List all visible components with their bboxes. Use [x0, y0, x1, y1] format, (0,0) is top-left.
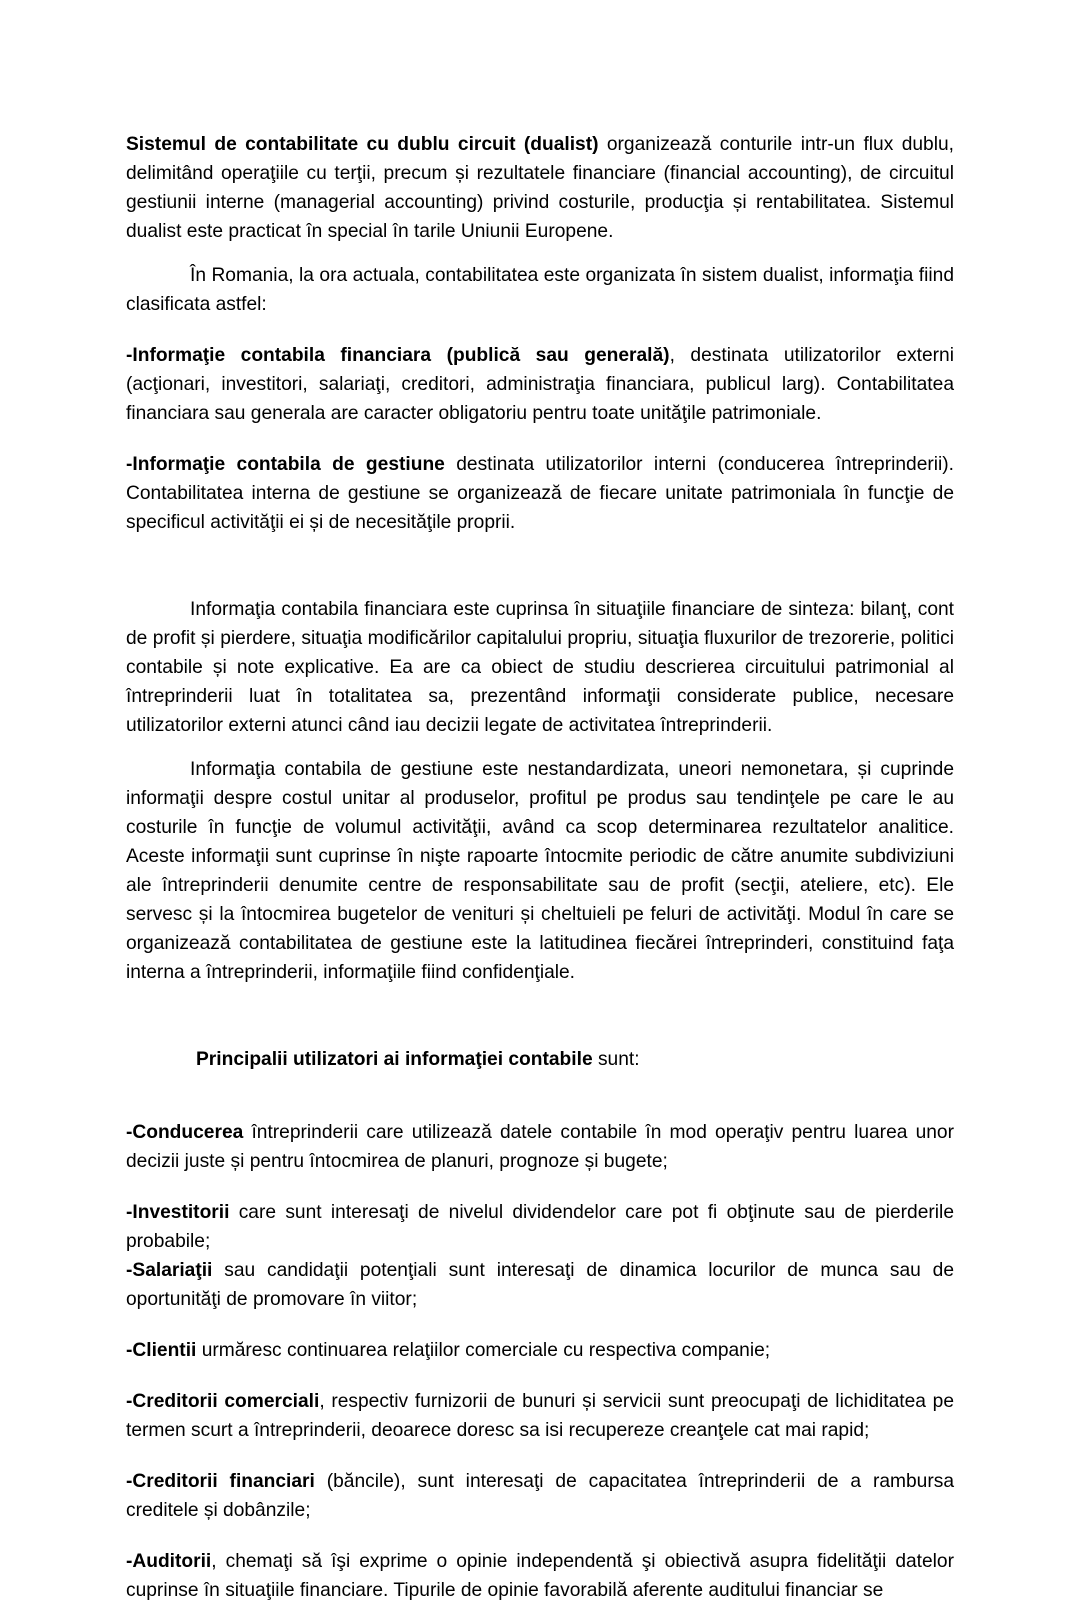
list-item-text: întreprinderii care utilizează datele contabile în mod operaţiv pentru luarea unor decizii juste și pentru întocmirea de planuri, prognoze și bugete; — [126, 1122, 954, 1172]
list-item-investitorii — [126, 1198, 954, 1256]
paragraph-text: organizează conturile intr-un flux dublu, delimitând operaţiile cu terţii, precum și rezultatele financiare (financial accounting), de circuitul gestiunii interne (managerial accounting) privind costurile, producţia și rentabilitatea. Sistemul dualist este practicat în special în tarile Uniunii Europene. — [126, 134, 954, 242]
spacer — [126, 740, 954, 755]
list-item-auditorii — [126, 1547, 954, 1605]
list-item-text: , respectiv furnizorii de bunuri și servicii sunt preocupaţi de lichiditatea pe termen scurt a întreprinderii, deoarece doresc sa isi recupereze creanţele cat mai rapid; — [126, 1391, 955, 1441]
list-item-lead-bold: -Creditorii comerciali — [126, 1391, 320, 1412]
spacer — [126, 1176, 954, 1198]
spacer — [126, 1445, 954, 1467]
paragraph-gestiune-detaliu: Informaţia contabila de gestiune este nestandardizata, uneori nemonetara, și cuprinde informaţii despre costul unitar al produselor, profitul pe produs sau tendinţele pe care le au costurile în funcţie de volumul activităţii, având ca scop determinarea rezultatelor analitice. Aceste informaţii sunt cuprinse în nişte rapoarte întocmite periodic de către anumite subdiviziuni ale întreprinderii denumite centre de responsabilitate sau de profit (secţii, ateliere, etc). Ele servesc și la întocmirea bugetelor de venituri și cheltuieli pe feluri de activităţi. Modul în care se organizează contabilitatea de gestiune este la latitudinea fiecărei întreprinderi, constituind faţa interna a întreprinderii, informaţiile fiind confidenţiale. — [126, 759, 954, 983]
list-item-text: sau candidaţii potenţiali sunt interesaţi de dinamica locurilor de munca sau de oportunităţi de promovare în viitor; — [126, 1260, 954, 1310]
heading-rest-text: sunt: — [592, 1049, 640, 1070]
spacer — [126, 1314, 954, 1336]
list-item-text: care sunt interesaţi de nivelul dividendelor care pot fi obţinute sau de pierderile probabile; — [126, 1202, 954, 1252]
list-item-lead-bold: -Conducerea — [126, 1122, 244, 1143]
spacer — [126, 537, 954, 595]
paragraph-informatie-financiara — [126, 341, 954, 428]
list-item-text: urmăresc continuarea relaţiilor comerciale cu respectiva companie; — [196, 1340, 771, 1361]
paragraph-text: destinata utilizatorilor interni (conducerea întreprinderii). Contabilitatea interna de gestiune se organizează de fiecare unitate patrimoniala în funcţie de specificul activităţii ei și de necesităţile proprii. — [126, 454, 955, 533]
list-item-text: (băncile), sunt interesaţi de capacitatea întreprinderii de a rambursa creditele și dobânzile; — [126, 1471, 954, 1521]
list-item-text: , chemaţi să îşi exprime o opinie independentă şi obiectivă asupra fidelităţii datelor cuprinse în situaţiile financiare. Tipurile de opinie favorabilă aferente auditului financiar se — [126, 1551, 954, 1601]
paragraph-financiara-detaliu: Informaţia contabila financiara este cuprinsa în situaţiile financiare de sinteza: bilanţ, cont de profit și pierdere, situaţia modificărilor capitalului propriu, situaţia fluxurilor de trezorerie, politici contabile și note explicative. Ea are ca obiect de studiu descrierea circuitului patrimonial al întreprinderii luat în totalitatea sa, prezentând informaţii considerate publice, necesare utilizatorilor externi atunci când iau decizii legate de activitatea întreprinderii. — [126, 599, 954, 736]
document-text-body — [126, 130, 954, 1605]
paragraph-text: , destinata utilizatorilor externi (acţionari, investitori, salariaţi, creditori, administraţia financiara, publicul larg). Contabilitatea financiara sau generala are caracter obligatoriu pentru toate unităţile patrimoniale. — [126, 345, 954, 424]
list-item-lead-bold: -Creditorii financiari — [126, 1471, 315, 1492]
spacer — [126, 1074, 954, 1118]
list-item-lead-bold: -Auditorii — [126, 1551, 212, 1572]
spacer — [126, 1365, 954, 1387]
list-item-creditorii-financiari — [126, 1467, 954, 1525]
paragraph-sistem-dualist — [126, 130, 954, 246]
paragraph-lead-bold: Sistemul de contabilitate cu dublu circuit (dualist) — [126, 134, 599, 155]
list-item-creditorii-comerciali — [126, 1387, 954, 1445]
paragraph-informatie-gestiune — [126, 450, 954, 537]
list-item-salariatii — [126, 1256, 954, 1314]
spacer — [126, 1525, 954, 1547]
spacer — [126, 987, 954, 1045]
spacer — [126, 428, 954, 450]
spacer — [126, 246, 954, 261]
paragraph-lead-bold: -Informaţie contabila financiara (publică sau generală) — [126, 345, 670, 366]
list-item-conducerea — [126, 1118, 954, 1176]
heading-bold-text: Principalii utilizatori ai informaţiei contabile — [196, 1049, 593, 1070]
heading-principalii-utilizatori — [126, 1045, 954, 1074]
spacer — [126, 319, 954, 341]
list-item-clientii — [126, 1336, 954, 1365]
list-item-lead-bold: -Investitorii — [126, 1202, 230, 1223]
list-item-lead-bold: -Salariaţii — [126, 1260, 213, 1281]
paragraph-lead-bold: -Informaţie contabila de gestiune — [126, 454, 445, 475]
paragraph-romania-dualist: În Romania, la ora actuala, contabilitatea este organizata în sistem dualist, informaţia fiind clasificata astfel: — [126, 265, 954, 315]
list-item-lead-bold: -Clientii — [126, 1340, 197, 1361]
